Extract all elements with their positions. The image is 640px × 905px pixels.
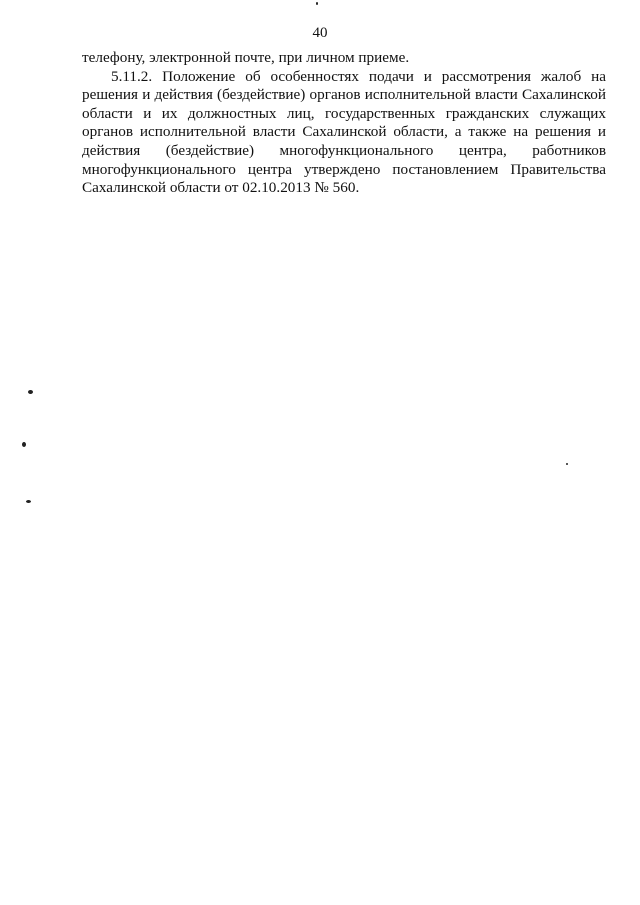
scan-speck <box>28 390 33 394</box>
scan-speck <box>566 463 568 465</box>
body-text <box>82 49 606 198</box>
scan-speck <box>316 2 318 5</box>
page-number: 40 <box>312 25 328 41</box>
scan-speck <box>26 500 31 503</box>
paragraph-continuation: телефону, электронной почте, при личном приеме. <box>82 49 410 66</box>
scan-speck <box>22 442 26 447</box>
paragraph-5-11-2: 5.11.2. Положение об особенностях подачи и рассмотрения жалоб на решения и действия (бездействие) органов исполнительной власти Сахалинской области и их должностных лиц, государственных гражданских служащих органов исполнительной власти Сахалинской области, а также на решения и действия (бездействие) многофункционального центра, работников многофункционального центра утверждено постановлением Правительства Сахалинской области от 02.10.2013 № 560. <box>82 67 606 197</box>
